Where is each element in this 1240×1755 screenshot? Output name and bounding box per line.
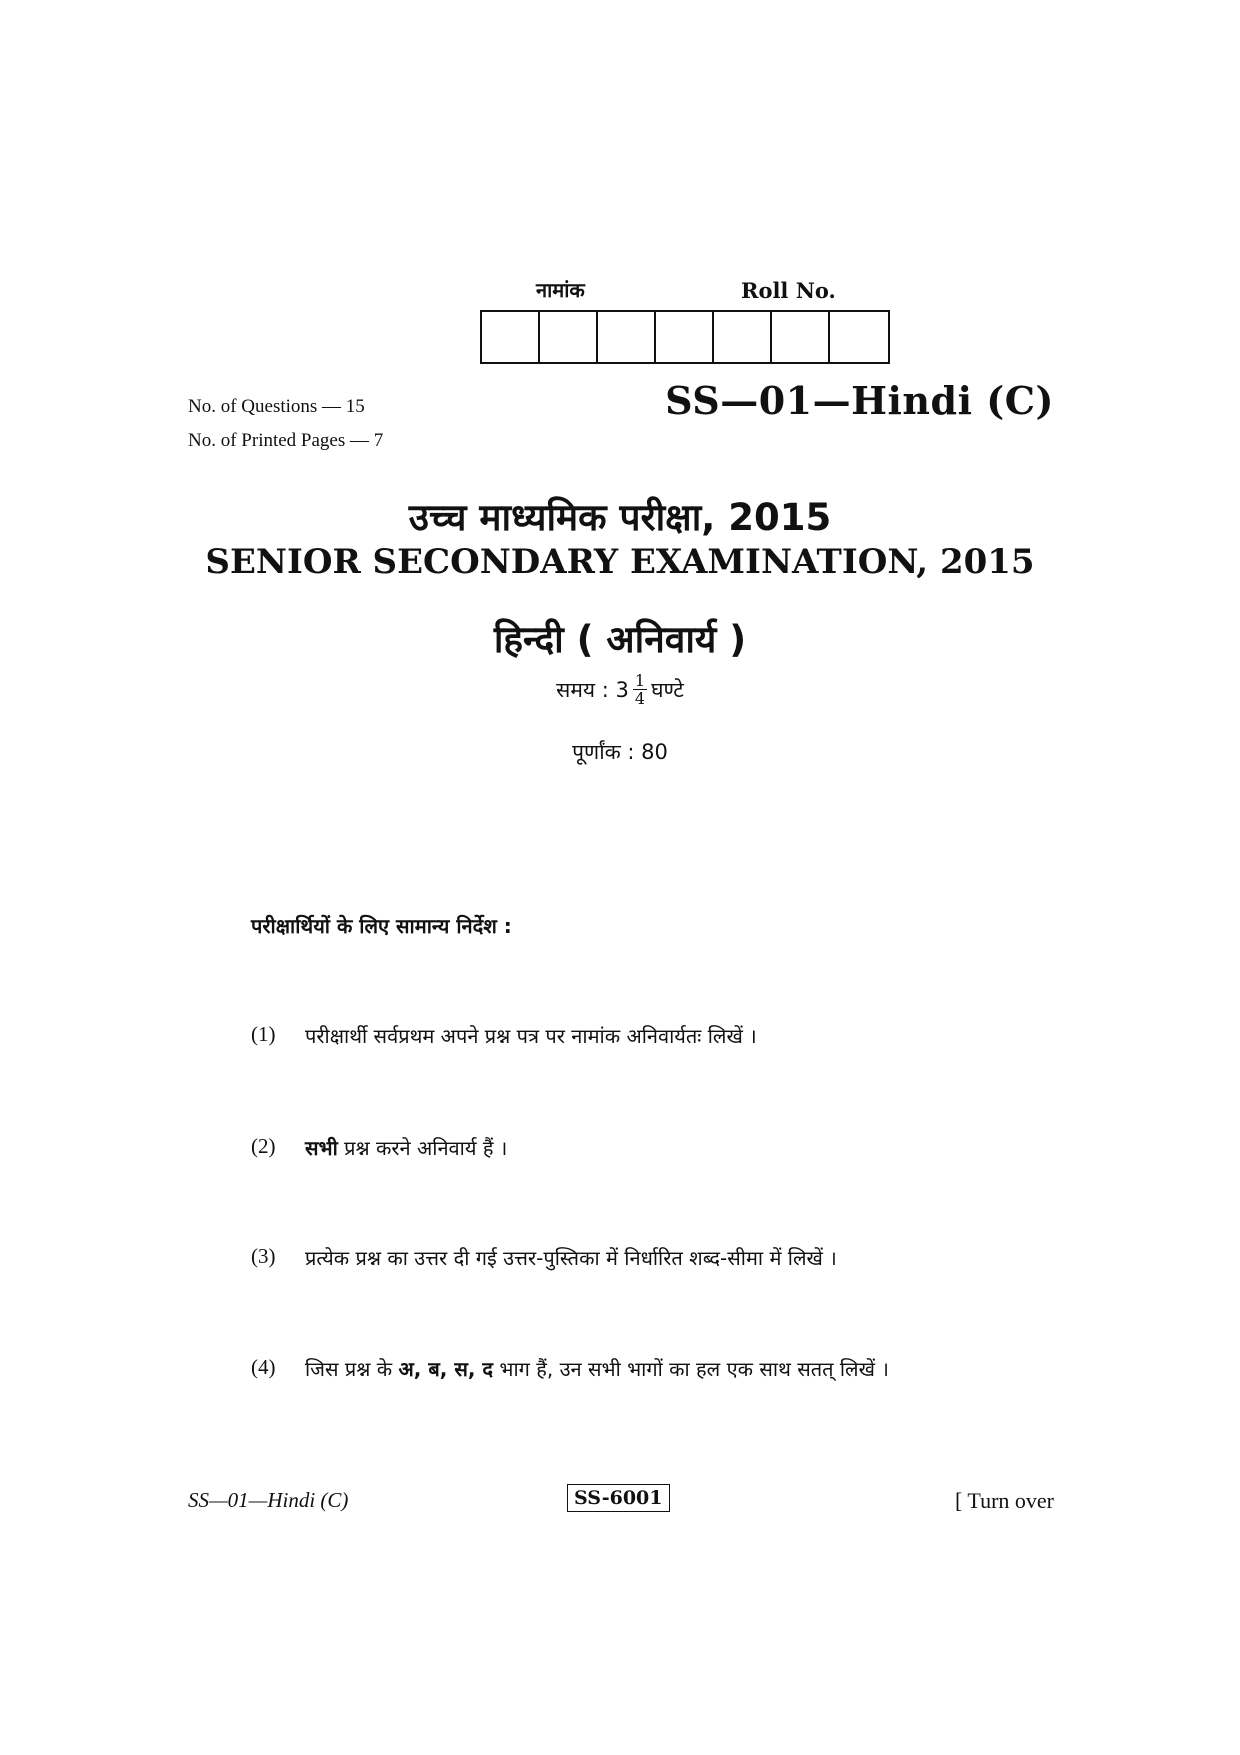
instruction-bold-text: सभी <box>305 1136 338 1160</box>
time-allowed <box>0 672 1240 707</box>
instruction-item <box>251 1022 757 1049</box>
instruction-number: (3) <box>251 1244 276 1268</box>
roll-number-boxes <box>480 310 890 364</box>
paper-code: SS—01—Hindi (C) <box>665 378 1054 423</box>
instruction-item <box>251 1244 837 1271</box>
roll-digit-box[interactable] <box>598 312 656 362</box>
subject-title: हिन्दी ( अनिवार्य ) <box>493 618 747 661</box>
roll-digit-box[interactable] <box>772 312 830 362</box>
fraction-numerator: 1 <box>634 671 646 690</box>
roll-digit-box[interactable] <box>656 312 714 362</box>
instruction-number: (1) <box>251 1022 276 1046</box>
footer-series-code: SS-6001 <box>567 1484 670 1512</box>
number-of-printed-pages: No. of Printed Pages — 7 <box>188 430 384 451</box>
instruction-item <box>251 1134 507 1161</box>
instruction-number: (4) <box>251 1355 276 1379</box>
roll-digit-box[interactable] <box>714 312 772 362</box>
roll-digit-box[interactable] <box>482 312 540 362</box>
maximum-marks: पूर्णांक : 80 <box>572 740 668 764</box>
time-prefix: समय : 3 <box>556 677 629 702</box>
fraction-denominator: 4 <box>634 689 646 708</box>
roll-label-english: Roll No. <box>741 278 836 303</box>
instruction-number: (2) <box>251 1134 276 1158</box>
time-fraction <box>633 672 647 707</box>
instruction-text: भाग हैं, उन सभी भागों का हल एक साथ सतत् लिखें । <box>493 1357 889 1381</box>
roll-label-hindi: नामांक <box>536 278 585 302</box>
instruction-item <box>251 1355 889 1382</box>
instruction-bold-text: अ, ब, स, द <box>398 1357 494 1381</box>
instruction-text: प्रश्न करने अनिवार्य हैं । <box>337 1136 508 1160</box>
roll-digit-box[interactable] <box>540 312 598 362</box>
instruction-text: परीक्षार्थी सर्वप्रथम अपने प्रश्न पत्र पर नामांक अनिवार्यतः लिखें । <box>305 1024 757 1048</box>
number-of-questions: No. of Questions — 15 <box>188 396 365 417</box>
instructions-heading: परीक्षार्थियों के लिए सामान्य निर्देश : <box>251 914 512 938</box>
time-suffix: घण्टे <box>651 677 684 702</box>
footer-paper-code: SS—01—Hindi (C) <box>188 1488 349 1512</box>
instruction-text: प्रत्येक प्रश्न का उत्तर दी गई उत्तर-पुस्तिका में निर्धारित शब्द-सीमा में लिखें । <box>305 1246 837 1270</box>
instruction-text-pre: जिस प्रश्न के <box>305 1357 399 1381</box>
roll-digit-box[interactable] <box>830 312 888 362</box>
turn-over-note: [ Turn over <box>954 1488 1054 1513</box>
exam-title-english: SENIOR SECONDARY EXAMINATION, 2015 <box>205 542 1035 582</box>
exam-title-hindi: उच्च माध्यमिक परीक्षा, 2015 <box>408 496 832 539</box>
